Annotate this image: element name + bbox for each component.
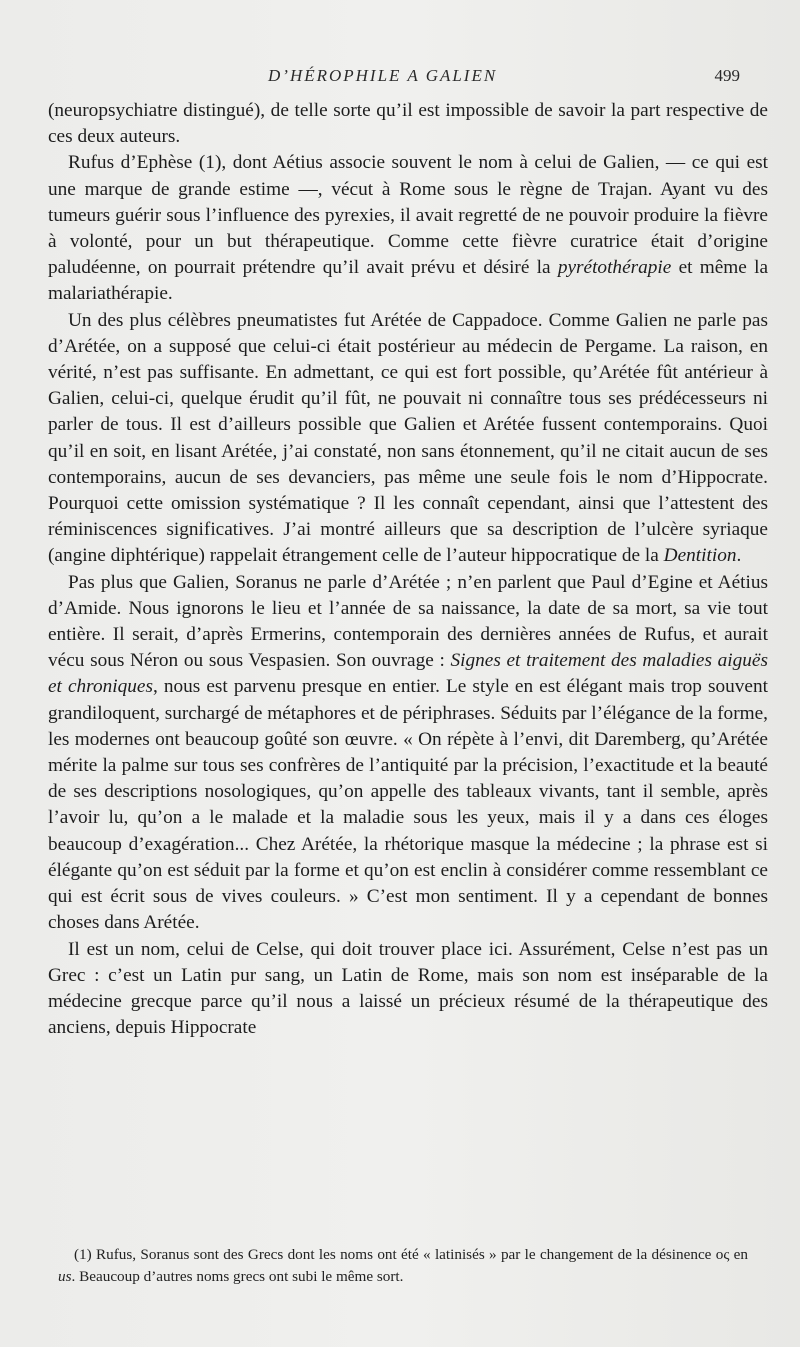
italic-term: Dentition: [663, 545, 737, 567]
italic-term: pyrétothérapie: [557, 257, 672, 279]
footnote: (1) Rufus, Soranus sont des Grecs dont les noms ont été « latinisés » par le changement de la désinence ος en us. Beaucoup d’autres noms grecs ont subi le même sort.: [58, 1246, 748, 1285]
running-title: D’HÉROPHILE A GALIEN: [268, 66, 498, 85]
page-number: 499: [714, 66, 740, 85]
paragraph-3: Un des plus célèbres pneumatistes fut Arétée de Cappadoce. Comme Galien ne parle pas d’Arétée, on a supposé que celui-ci était postérieur au médecin de Pergame. La raison, en vérité, n’est pas suffisante. En admettant, ce qui est fort possible, qu’Arétée fût antérieur à Galien, celui-ci, quelque érudit qu’il fût, ne pouvait ni connaître tous ses prédécesseurs ni parler de tous. Il est d’ailleurs possible que Galien et Arétée fussent contemporains. Quoi qu’il en soit, en lisant Arétée, j’ai constaté, non sans étonnement, qu’il ne citait aucun de ses contemporains, aucun de ses devanciers, pas même une seule fois le nom d’Hippocrate. Pourquoi cette omission systématique ? Il les connaît cependant, ainsi que l’attestent des réminiscences significatives. J’ai montré ailleurs que sa description de l’ulcère syriaque (angine diphtérique) rappelait étrangement celle de l’auteur hippocratique de la Dentition.: [48, 309, 768, 567]
paragraph-1: (neuropsychiatre distingué), de telle sorte qu’il est impossible de savoir la part respective de ces deux auteurs.: [48, 100, 768, 148]
paragraph-2: Rufus d’Ephèse (1), dont Aétius associe souvent le nom à celui de Galien, — ce qui est une marque de grande estime —, vécut à Rome sous le règne de Trajan. Ayant vu des tumeurs guérir sous l’influence des pyrexies, il avait regretté de ne pouvoir produire la fièvre à volonté, pour un but thérapeutique. Comme cette fièvre curatrice était d’origine paludéenne, on pourrait prétendre qu’il avait prévu et désiré la pyrétothérapie et même la malariathérapie.: [48, 152, 768, 305]
italic-suffix: us: [58, 1268, 72, 1285]
body-text: [48, 98, 768, 1041]
italic-title: Signes et traitement des maladies aiguës et chroniques: [48, 650, 768, 698]
paragraph-4: Pas plus que Galien, Soranus ne parle d’Arétée ; n’en parlent que Paul d’Egine et Aétius d’Amide. Nous ignorons le lieu et l’année de sa naissance, la date de sa mort, sa vie tout entière. Il serait, d’après Ermerins, contemporain des dernières années de Rufus, et aurait vécu sous Néron ou sous Vespasien. Son ouvrage : Signes et traitement des maladies aiguës et chroniques, nous est parvenu presque en entier. Le style en est élégant mais trop souvent grandiloquent, surchargé de métaphores et de périphrases. Séduits par l’élégance de la forme, les modernes ont beaucoup goûté son œuvre. « On répète à l’envi, dit Daremberg, qu’Arétée mérite la palme sur tous ses confrères de l’antiquité par la précision, l’exactitude et la beauté de ses descriptions nosologiques, qu’on appelle des tableaux vivants, tant il semble, après l’avoir lu, qu’on a le malade et la maladie sous les yeux, mais il y a dans ces éloges beaucoup d’exagération... Chez Arétée, la rhétorique masque la médecine ; la phrase est si élégante qu’on est séduit par la forme et qu’on est enclin à considérer comme ressemblant ce qui est écrit sous de vives couleurs. » C’est mon sentiment. Il y a cependant de bonnes choses dans Arétée.: [48, 571, 768, 934]
running-head: [0, 66, 800, 92]
paragraph-5: Il est un nom, celui de Celse, qui doit trouver place ici. Assurément, Celse n’est pas un Grec : c’est un Latin pur sang, un Latin de Rome, mais son nom est inséparable de la médecine grecque parce qu’il nous a laissé un précieux résumé de la thérapeutique des anciens, depuis Hippocrate: [48, 938, 768, 1039]
